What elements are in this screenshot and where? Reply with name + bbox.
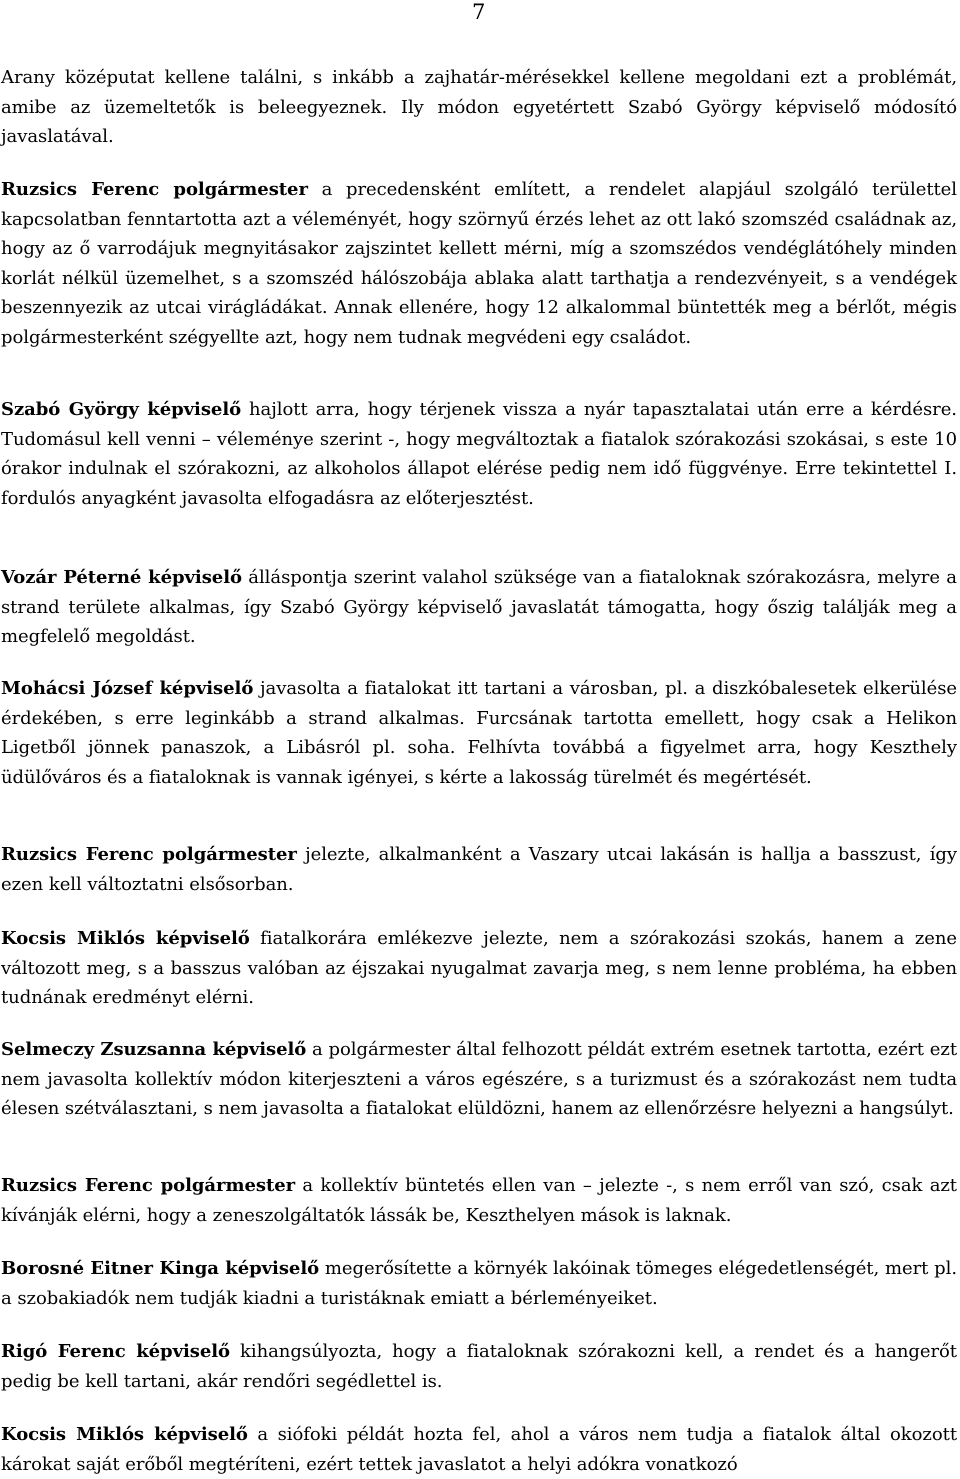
paragraph-text: a siófoki példát hozta fel, ahol a város nem tudja a fiatalok által okozott károkat saját erőből megtéríteni, ezért tettek javaslatot a helyi adókra vonatkozó <box>1 1424 958 1475</box>
speaker-name: Ruzsics Ferenc polgármester <box>1 179 308 200</box>
page-number: 7 <box>472 0 486 24</box>
paragraph-rigo <box>1 1337 957 1396</box>
paragraph-vozar <box>1 563 957 652</box>
speaker-name: Borosné Eitner Kinga képviselő <box>1 1258 320 1279</box>
speaker-name: Szabó György képviselő <box>1 399 242 420</box>
speaker-name: Ruzsics Ferenc polgármester <box>1 844 297 865</box>
paragraph-borosne <box>1 1254 957 1313</box>
paragraph-ruzsics-3 <box>1 1171 957 1230</box>
paragraph-text: jelezte, alkalmanként a Vaszary utcai lakásán is hallja a basszust, így ezen kell változtatni elsősorban. <box>1 844 957 895</box>
paragraph-ruzsics-1 <box>1 175 957 352</box>
paragraph-text: kihangsúlyozta, hogy a fiataloknak szórakozni kell, a rendet és a hangerőt pedig be kell tartani, akár rendőri segédlettel is. <box>1 1341 957 1392</box>
speaker-name: Ruzsics Ferenc polgármester <box>1 1175 296 1196</box>
paragraph-kocsis-2 <box>1 1420 957 1479</box>
paragraph-text: a precedensként említett, a rendelet alapjául szolgáló területtel kapcsolatban fenntartotta azt a véleményét, hogy szörnyű érzés lehet az ott lakó szomszéd családnak az, hogy az ő varrodájuk megnyitásakor zajszintet kellett mérni, míg a szomszédos vendéglátóhely minden korlát nélkül üzemelhet, s a szomszéd hálószobája ablaka alatt tarthatja a rendezvényeit, s a vendégek beszennyezik az utcai virágládákat. Annak ellenére, hogy 12 alkalommal büntették meg a bérlőt, mégis polgármesterként szégyellte azt, hogy nem tudnak megvédeni egy családot. <box>1 179 957 348</box>
paragraph-text: fiatalkorára emlékezve jelezte, nem a szórakozási szokás, hanem a zene változott meg, s a basszus valóban az éjszakai nyugalmat zavarja meg, s nem lenne probléma, ha ebben tudnának eredményt elérni. <box>1 928 957 1008</box>
speaker-name: Kocsis Miklós képviselő <box>1 1424 248 1445</box>
paragraph-text: hajlott arra, hogy térjenek vissza a nyár tapasztalatai után erre a kérdésre. Tudomásul kell venni – véleménye szerint -, hogy megváltoztak a fiatalok szórakozási szokásai, s este 10 órakor indulnak el szórakozni, az alkoholos állapot elérése pedig nem idő függvénye. Erre tekintettel I. fordulós anyagként javasolta elfogadásra az előterjesztést. <box>1 399 957 509</box>
speaker-name: Kocsis Miklós képviselő <box>1 928 250 949</box>
paragraph-text: a polgármester által felhozott példát extrém esetnek tartotta, ezért ezt nem javasolta kollektív módon kiterjeszteni a város egészére, s a turizmust és a szórakozást nem tudta élesen szétválasztani, s nem javasolta a fiatalokat elüldözni, hanem az ellenőrzésre helyezni a hangsúlyt. <box>1 1039 957 1119</box>
paragraph-text: megerősítette a környék lakóinak tömeges elégedetlenségét, mert pl. a szobakiadók nem tudják kiadni a turistáknak emiatt a bérleményeiket. <box>1 1258 957 1309</box>
paragraph-intro <box>1 63 957 152</box>
paragraph-kocsis-1 <box>1 924 957 1013</box>
paragraph-text: a kollektív büntetés ellen van – jelezte -, s nem erről van szó, csak azt kívánják elérni, hogy a zeneszolgáltatók lássák be, Keszthelyen mások is laknak. <box>1 1175 957 1226</box>
speaker-name: Mohácsi József képviselő <box>1 678 254 699</box>
paragraph-text: javasolta a fiatalokat itt tartani a városban, pl. a diszkóbalesetek elkerülése érdekében, s erre leginkább a strand alkalmas. Furcsának tartotta emellett, hogy csak a Helikon Ligetből jönnek panaszok, a Libásról pl. soha. Felhívta továbbá a figyelmet arra, hogy Keszthely üdülőváros és a fiataloknak is vannak igényei, s kérte a lakosság türelmét és megértését. <box>1 678 957 788</box>
paragraph-mohacsi <box>1 674 957 792</box>
paragraph-selmeczy <box>1 1035 957 1124</box>
speaker-name: Selmeczy Zsuzsanna képviselő <box>1 1039 307 1060</box>
paragraph-text: álláspontja szerint valahol szüksége van a fiataloknak szórakozásra, melyre a strand területe alkalmas, így Szabó György képviselő javaslatát támogatta, hogy őszig találják meg a megfelelő megoldást. <box>1 567 957 647</box>
paragraph-ruzsics-2 <box>1 840 957 899</box>
paragraph-text: Arany középutat kellene találni, s inkább a zajhatár-mérésekkel kellene megoldani ezt a problémát, amibe az üzemeltetők is beleegyeznek. Ily módon egyetértett Szabó György képviselő módosító javaslatával. <box>1 67 957 147</box>
speaker-name: Vozár Péterné képviselő <box>1 567 242 588</box>
paragraph-szabo <box>1 395 957 513</box>
speaker-name: Rigó Ferenc képviselő <box>1 1341 230 1362</box>
